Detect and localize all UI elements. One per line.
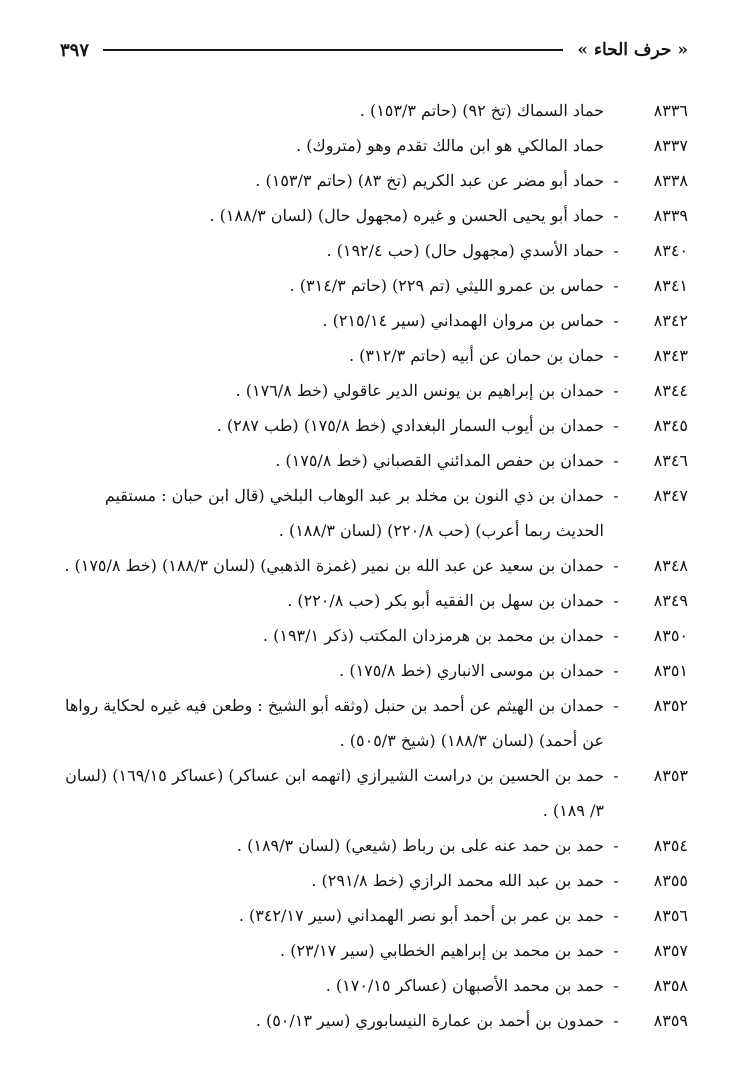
entry-separator: - [613,416,619,435]
list-item [58,688,688,758]
entry-text: حماد المالكي هو ابن مالك تقدم وهو (متروك) . [296,136,604,155]
entry-number: ٨٣٣٧ [653,136,688,155]
entry-number: ٨٣٤١ [653,276,688,295]
page-header [60,30,688,70]
entry-number: ٨٣٥٨ [653,976,688,995]
entry-text: حمدان بن إبراهيم بن يونس الدير عاقولي (خط ١٧٦/٨) . [235,381,604,400]
list-item [58,478,688,548]
entry-text: حمد بن محمد بن إبراهيم الخطابي (سير ٢٣/١٧) . [280,941,604,960]
entry-separator: - [613,976,619,995]
list-item [58,233,688,268]
list-item [58,863,688,898]
list-item [58,338,688,373]
entry-number: ٨٣٥١ [653,661,688,680]
entry-separator: - [613,661,619,680]
entry-number: ٨٣٥٧ [653,941,688,960]
entry-text: حمد بن محمد الأصبهان (عساكر ١٧٠/١٥) . [325,976,604,995]
entry-separator: - [613,241,619,260]
entry-list [58,93,688,1038]
list-item [58,758,688,828]
entry-text: حمان بن حمان عن أبيه (حاتم ٣١٢/٣) . [348,346,604,365]
entry-separator: - [613,276,619,295]
entry-number: ٨٣٥٠ [653,626,688,645]
entry-text: حماد أبو يحيى الحسن و غيره (مجهول حال) (لسان ١٨٨/٣) . [209,206,604,225]
list-item [58,828,688,863]
entry-number: ٨٣٤٧ [653,486,688,505]
entry-separator: - [613,381,619,400]
list-item [58,443,688,478]
entry-number: ٨٣٤٣ [653,346,688,365]
entry-separator: - [613,906,619,925]
entry-separator: - [613,836,619,855]
entry-number: ٨٣٣٦ [653,101,688,120]
entry-text: حمد بن عمر بن أحمد أبو نصر الهمداني (سير ٣٤٢/١٧) . [238,906,604,925]
entry-number: ٨٣٤٠ [653,241,688,260]
entry-number: ٨٣٥٥ [653,871,688,890]
entry-separator: - [613,591,619,610]
list-item [58,583,688,618]
entry-separator: - [613,346,619,365]
entry-number: ٨٣٣٩ [653,206,688,225]
entry-text: حماس بن عمرو الليثي (تم ٢٢٩) (حاتم ٣١٤/٣) . [289,276,604,295]
entry-number: ٨٣٤٨ [653,556,688,575]
entry-text: حمدان بن ذي النون بن مخلد بر عبد الوهاب البلخي (قال ابن حبان : مستقيم الحديث ربما أعرب) (حب ٢٢٠/٨) (لسان ١٨٨/٣) . [104,486,604,540]
entry-text: حمد بن الحسين بن دراست الشيرازي (اتهمه ابن عساكر) (عساكر ١٦٩/١٥) (لسان ٣/ ١٨٩) . [65,766,604,820]
page-number: ٣٩٧ [60,39,90,61]
entry-text: حمد بن حمد عنه على بن رباط (شيعي) (لسان ١٨٩/٣) . [236,836,604,855]
chapter-title: « حرف الحاء » [577,40,688,60]
entry-separator: - [613,486,619,505]
entry-text: حمدان بن أيوب السمار البغدادي (خط ١٧٥/٨) (طب ٢٨٧) . [216,416,604,435]
entry-text: حماد السماك (تخ ٩٢) (حاتم ١٥٣/٣) . [359,101,604,120]
entry-separator: - [613,206,619,225]
list-item [58,653,688,688]
entry-text: حمدان بن الهيثم عن أحمد بن حنبل (وثقه أبو الشيخ : وطعن فيه غيره لحكاية رواها عن أحمد) (لسان ١٨٨/٣) (شيخ ٥٠٥/٣) . [64,696,604,750]
list-item [58,93,688,128]
entry-separator: - [613,626,619,645]
entry-number: ٨٣٥٤ [653,836,688,855]
entry-number: ٨٣٤٦ [653,451,688,470]
list-item [58,163,688,198]
entry-text: حمدان بن سهل بن الفقيه أبو بكر (حب ٢٢٠/٨) . [287,591,604,610]
list-item [58,268,688,303]
entry-separator: - [613,1011,619,1030]
entry-number: ٨٣٤٥ [653,416,688,435]
list-item [58,373,688,408]
entry-text: حمدان بن موسى الانباري (خط ١٧٥/٨) . [339,661,604,680]
entry-separator: - [613,171,619,190]
entry-number: ٨٣٥٩ [653,1011,688,1030]
entry-text: حمدان بن محمد بن هرمزدان المكتب (ذكر ١٩٣/١) . [262,626,604,645]
entry-number: ٨٣٥٦ [653,906,688,925]
entry-text: حمد بن عبد الله محمد الرازي (خط ٢٩١/٨) . [311,871,604,890]
entry-text: حماد أبو مضر عن عبد الكريم (تخ ٨٣) (حاتم ١٥٣/٣) . [255,171,604,190]
entry-text: حماس بن مروان الهمداني (سير ٢١٥/١٤) . [322,311,604,330]
entry-number: ٨٣٤٢ [653,311,688,330]
entry-separator: - [613,941,619,960]
header-rule [103,49,563,51]
list-item [58,968,688,1003]
entry-text: حمدان بن حفص المدائني القصباني (خط ١٧٥/٨) . [275,451,604,470]
entry-text: حماد الأسدي (مجهول حال) (حب ١٩٢/٤) . [326,241,604,260]
entry-text: حمدون بن أحمد بن عمارة النيسابوري (سير ٥٠/١٣) . [255,1011,604,1030]
entry-number: ٨٣٣٨ [653,171,688,190]
list-item [58,898,688,933]
list-item [58,1003,688,1038]
entry-separator: - [613,696,619,715]
list-item [58,303,688,338]
entry-number: ٨٣٥٣ [653,766,688,785]
list-item [58,548,688,583]
entry-number: ٨٣٥٢ [653,696,688,715]
entry-separator: - [613,766,619,785]
entry-text: حمدان بن سعيد عن عبد الله بن نمير (غمزة الذهبي) (لسان ١٨٨/٣) (خط ١٧٥/٨) . [64,556,604,575]
entry-separator: - [613,451,619,470]
entry-number: ٨٣٤٤ [653,381,688,400]
list-item [58,618,688,653]
list-item [58,198,688,233]
entry-separator: - [613,311,619,330]
entry-separator: - [613,556,619,575]
list-item [58,408,688,443]
list-item [58,128,688,163]
list-item [58,933,688,968]
entry-number: ٨٣٤٩ [653,591,688,610]
entry-separator: - [613,871,619,890]
